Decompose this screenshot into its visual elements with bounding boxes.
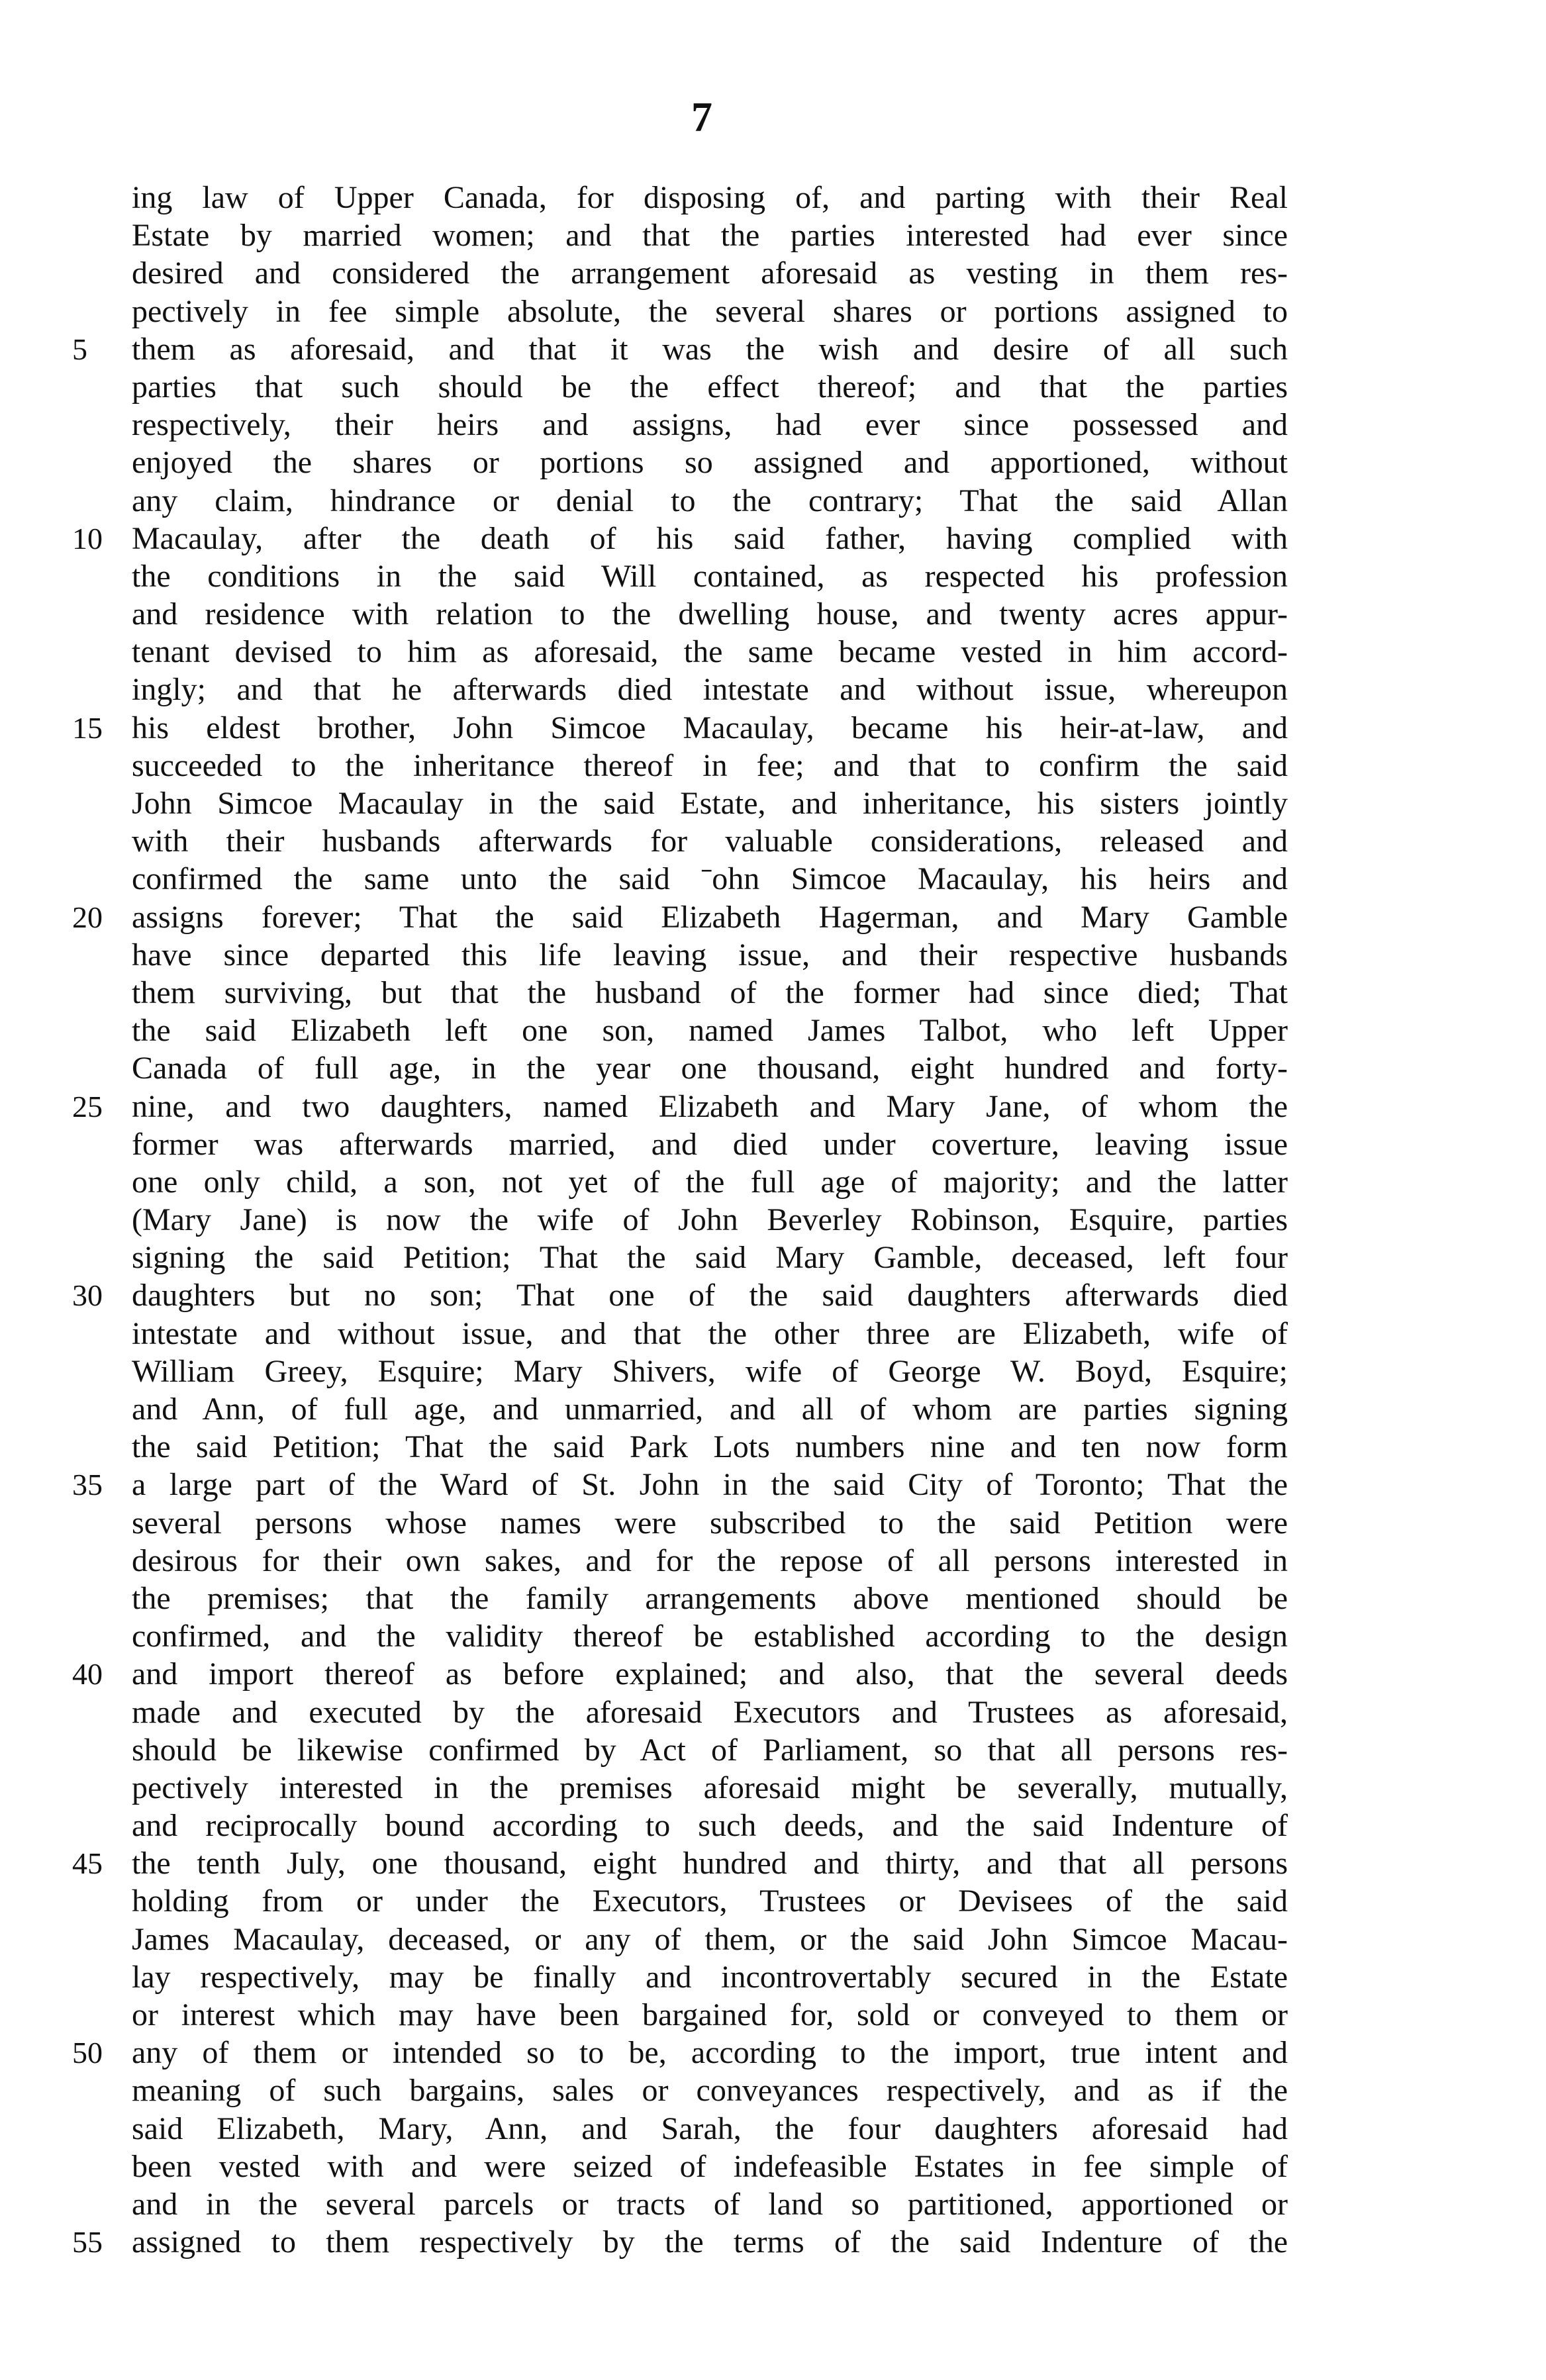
line-text: (Mary Jane) is now the wife of John Beverley Robinson, Esquire, parties xyxy=(132,1202,1288,1238)
line-text: pectively in fee simple absolute, the several shares or portions assigned to xyxy=(132,293,1288,329)
line-text: the said Petition; That the said Park Lots numbers nine and ten now form xyxy=(132,1429,1288,1465)
line-text: Macaulay, after the death of his said father, having complied with xyxy=(132,520,1288,556)
line-text: have since departed this life leaving issue, and their respective husbands xyxy=(132,937,1288,973)
line-text: said Elizabeth, Mary, Ann, and Sarah, the four daughters aforesaid had xyxy=(132,2111,1288,2146)
line-text: desirous for their own sakes, and for the repose of all persons interested in xyxy=(132,1543,1288,1578)
text-line xyxy=(132,1504,1288,1542)
text-line xyxy=(132,1958,1288,1996)
line-text: or interest which may have been bargained for, sold or conveyed to them or xyxy=(132,1997,1288,2032)
line-text: assigns forever; That the said Elizabeth Hagerman, and Mary Gamble xyxy=(132,899,1288,935)
line-text: respectively, their heirs and assigns, had ever since possessed and xyxy=(132,407,1288,443)
text-line xyxy=(132,1012,1288,1049)
text-line xyxy=(132,822,1288,860)
text-line xyxy=(132,671,1288,708)
line-number: 10 xyxy=(72,521,103,555)
text-line xyxy=(72,1088,1288,1125)
line-text: the conditions in the said Will contained, as respected his profession xyxy=(132,558,1288,594)
text-line xyxy=(72,2223,1288,2261)
line-text: holding from or under the Executors, Trustees or Devisees of the said xyxy=(132,1883,1288,1919)
text-line xyxy=(132,1769,1288,1807)
line-text: and in the several parcels or tracts of land so partitioned, apportioned or xyxy=(132,2186,1288,2222)
line-text: ing law of Upper Canada, for disposing of, and parting with their Real xyxy=(132,180,1288,215)
text-line xyxy=(132,860,1288,898)
text-line xyxy=(132,974,1288,1012)
text-line xyxy=(132,1239,1288,1276)
line-text: John Simcoe Macaulay in the said Estate, and inheritance, his sisters jointly xyxy=(132,786,1288,821)
line-text: one only child, a son, not yet of the full age of majority; and the latter xyxy=(132,1164,1288,1200)
line-text: assigned to them respectively by the terms of the said Indenture of the xyxy=(132,2224,1288,2260)
text-line xyxy=(132,482,1288,520)
text-line xyxy=(72,898,1288,936)
line-text: been vested with and were seized of indefeasible Estates in fee simple of xyxy=(132,2148,1288,2184)
text-line xyxy=(72,2034,1288,2071)
text-line xyxy=(132,406,1288,444)
text-line xyxy=(72,709,1288,747)
line-text: and residence with relation to the dwelling house, and twenty acres appur- xyxy=(132,596,1288,632)
line-text: and reciprocally bound according to such deeds, and the said Indenture of xyxy=(132,1808,1288,1844)
line-text: ingly; and that he afterwards died intestate and without issue, whereupon xyxy=(132,672,1288,708)
text-line xyxy=(132,1731,1288,1769)
line-text: confirmed, and the validity thereof be established according to the design xyxy=(132,1619,1288,1654)
text-line xyxy=(132,633,1288,671)
text-line xyxy=(132,1353,1288,1390)
text-line xyxy=(132,179,1288,216)
line-number: 15 xyxy=(72,710,103,745)
text-line xyxy=(132,1163,1288,1201)
text-line xyxy=(132,216,1288,254)
text-line xyxy=(132,1580,1288,1617)
text-line xyxy=(132,1201,1288,1239)
line-number: 20 xyxy=(72,900,103,934)
text-line xyxy=(132,254,1288,292)
text-line xyxy=(132,1428,1288,1466)
text-line xyxy=(132,1315,1288,1353)
line-text: nine, and two daughters, named Elizabeth and Mary Jane, of whom the xyxy=(132,1088,1288,1124)
line-text: and import thereof as before explained; and also, that the several deeds xyxy=(132,1656,1288,1692)
text-line xyxy=(132,785,1288,822)
text-line xyxy=(132,557,1288,595)
line-text: them surviving, but that the husband of the former had since died; That xyxy=(132,975,1288,1010)
text-line xyxy=(132,1693,1288,1731)
text-line xyxy=(132,936,1288,974)
line-text: any claim, hindrance or denial to the contrary; That the said Allan xyxy=(132,483,1288,518)
line-number: 40 xyxy=(72,1657,103,1691)
text-line xyxy=(132,595,1288,633)
line-text: succeeded to the inheritance thereof in fee; and that to confirm the said xyxy=(132,747,1288,783)
text-line xyxy=(132,1542,1288,1580)
line-text: desired and considered the arrangement aforesaid as vesting in them res- xyxy=(132,256,1288,291)
page-number: 7 xyxy=(691,93,712,140)
line-text: pectively interested in the premises aforesaid might be severally, mutually, xyxy=(132,1770,1288,1805)
line-text: the tenth July, one thousand, eight hundred and thirty, and that all persons xyxy=(132,1846,1288,1881)
text-line xyxy=(132,444,1288,481)
text-line xyxy=(132,1390,1288,1428)
line-number: 45 xyxy=(72,1846,103,1881)
text-line xyxy=(132,747,1288,785)
line-text: them as aforesaid, and that it was the wish and desire of all such xyxy=(132,331,1288,367)
line-text: tenant devised to him as aforesaid, the same became vested in him accord- xyxy=(132,634,1288,670)
text-line xyxy=(132,1617,1288,1655)
line-number: 55 xyxy=(72,2225,103,2260)
line-text: former was afterwards married, and died under coverture, leaving issue xyxy=(132,1126,1288,1162)
body-text xyxy=(72,179,1288,2261)
line-text: made and executed by the aforesaid Executors and Trustees as aforesaid, xyxy=(132,1694,1288,1730)
line-text: the premises; that the family arrangements above mentioned should be xyxy=(132,1580,1288,1616)
text-line xyxy=(72,330,1288,368)
line-text: several persons whose names were subscribed to the said Petition were xyxy=(132,1505,1288,1541)
text-line xyxy=(132,1996,1288,2034)
line-text: Canada of full age, in the year one thousand, eight hundred and forty- xyxy=(132,1051,1288,1086)
text-line xyxy=(132,1125,1288,1163)
text-line xyxy=(132,1921,1288,1958)
line-text: confirmed the same unto the said ˉohn Simcoe Macaulay, his heirs and xyxy=(132,861,1288,897)
line-text: James Macaulay, deceased, or any of them, or the said John Simcoe Macau- xyxy=(132,1921,1288,1957)
line-text: Estate by married women; and that the parties interested had ever since xyxy=(132,218,1288,254)
line-text: and Ann, of full age, and unmarried, and all of whom are parties signing xyxy=(132,1392,1288,1427)
line-text: any of them or intended so to be, according to the import, true intent and xyxy=(132,2035,1288,2071)
text-line xyxy=(132,2148,1288,2185)
text-line xyxy=(132,2110,1288,2148)
text-line xyxy=(72,1844,1288,1882)
text-line xyxy=(72,520,1288,557)
text-line xyxy=(132,1882,1288,1920)
line-number: 50 xyxy=(72,2036,103,2070)
text-line xyxy=(132,2071,1288,2109)
text-line xyxy=(132,1807,1288,1844)
line-text: meaning of such bargains, sales or conveyances respectively, and as if the xyxy=(132,2073,1288,2109)
line-text: his eldest brother, John Simcoe Macaulay, became his heir-at-law, and xyxy=(132,710,1288,745)
text-line xyxy=(132,1049,1288,1087)
line-text: parties that such should be the effect thereof; and that the parties xyxy=(132,369,1288,405)
line-text: a large part of the Ward of St. John in the said City of Toronto; That the xyxy=(132,1467,1288,1503)
line-text: signing the said Petition; That the said Mary Gamble, deceased, left four xyxy=(132,1240,1288,1276)
line-number: 25 xyxy=(72,1089,103,1123)
line-text: with their husbands afterwards for valuable considerations, released and xyxy=(132,824,1288,859)
line-text: enjoyed the shares or portions so assigned and apportioned, without xyxy=(132,445,1288,481)
line-number: 35 xyxy=(72,1468,103,1502)
line-number: 30 xyxy=(72,1278,103,1313)
line-text: should be likewise confirmed by Act of Parliament, so that all persons res- xyxy=(132,1732,1288,1768)
line-text: daughters but no son; That one of the said daughters afterwards died xyxy=(132,1278,1288,1313)
line-text: lay respectively, may be finally and incontrovertably secured in the Estate xyxy=(132,1959,1288,1995)
text-line xyxy=(132,293,1288,330)
line-number: 5 xyxy=(72,332,87,366)
text-line xyxy=(72,1276,1288,1314)
text-line xyxy=(72,1655,1288,1693)
text-line xyxy=(132,368,1288,406)
line-text: William Greey, Esquire; Mary Shivers, wife of George W. Boyd, Esquire; xyxy=(132,1353,1288,1389)
text-line xyxy=(132,2185,1288,2223)
text-line xyxy=(72,1466,1288,1503)
line-text: intestate and without issue, and that the other three are Elizabeth, wife of xyxy=(132,1315,1288,1351)
line-text: the said Elizabeth left one son, named James Talbot, who left Upper xyxy=(132,1013,1288,1049)
